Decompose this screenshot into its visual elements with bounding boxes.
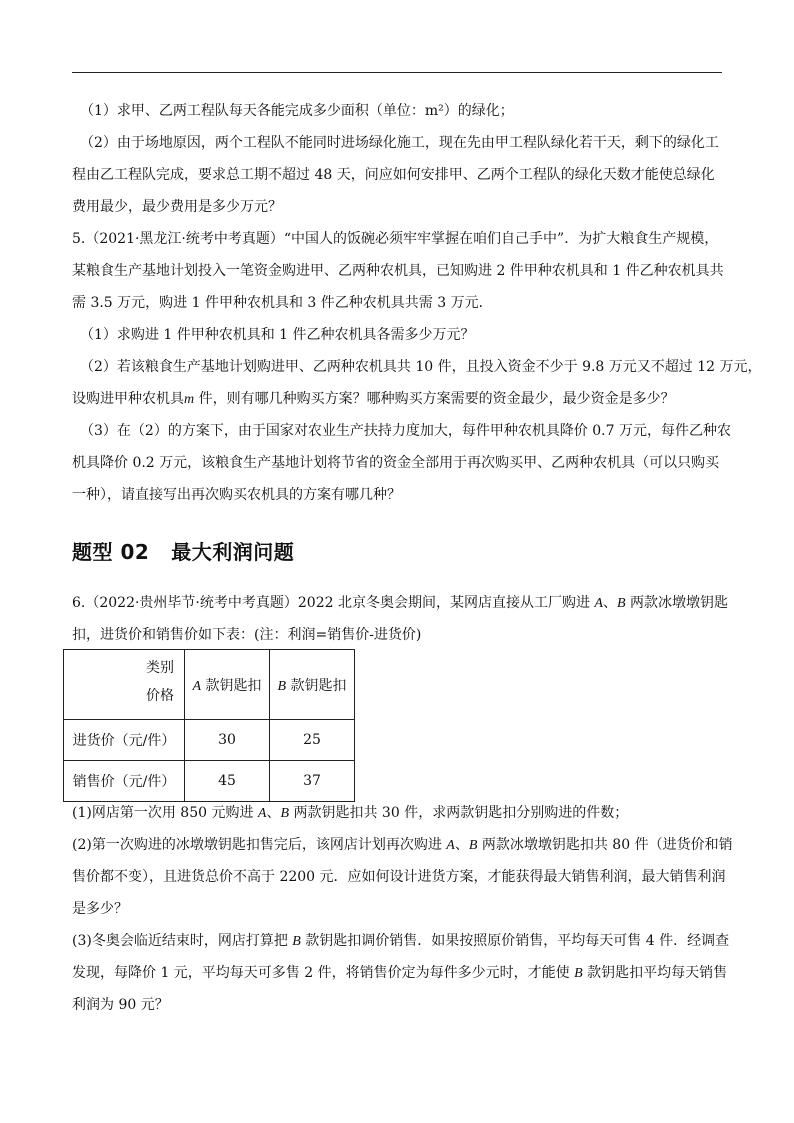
q6-part2-line1 (72, 836, 733, 855)
cell-b: 37 (270, 761, 355, 802)
q4-part2-line3: 费用最少，最少费用是多少万元？ (72, 199, 282, 215)
letter-b: B (468, 838, 478, 853)
q6-text: 两款钥匙扣共 30 件，求两款钥匙扣分别购进的件数； (289, 805, 629, 821)
corner-category: 类别 (146, 660, 174, 676)
q6-intro-line2: 扣，进货价和销售价如下表：(注：利润=销售价-进货价) (72, 627, 422, 643)
q6-text: 6.（2022·贵州毕节·统考中考真题）2022 北京冬奥会期间，某网店直接从工厂购进 (72, 595, 595, 611)
col-b-text: 款钥匙扣 (286, 677, 347, 694)
col-header-a (185, 650, 270, 720)
table-row (64, 761, 355, 802)
price-table (63, 649, 355, 802)
letter-b: B (280, 806, 290, 821)
q6-part3-line3: 利润为 90 元？ (72, 997, 169, 1013)
header-rule (72, 72, 722, 73)
table-corner-cell (64, 650, 185, 720)
q5-part1: （1）求购进 1 件甲种农机具和 1 件乙种农机具各需多少万元？ (80, 327, 475, 343)
col-b-letter: B (277, 678, 287, 694)
q5-intro-line2: 某粮食生产基地计划投入一笔资金购进甲、乙两种农机具，已知购进 2 件甲种农机具和 1 件乙种农机具共 (72, 263, 724, 279)
q5-part3-line3: 一种），请直接写出再次购买农机具的方案有哪几种？ (72, 487, 401, 503)
cell-a: 30 (185, 720, 270, 761)
q4-part2-line1: （2）由于场地原因，两个工程队不能同时进场绿化施工，现在先由甲工程队绿化若干天，剩下的绿化工 (80, 135, 719, 151)
q6-text: 款钥匙扣调价销售．如果按照原价销售，平均每天可售 4 件．经调查 (300, 933, 730, 949)
q6-sep: 、 (266, 805, 281, 821)
q6-text: 两款冰墩墩钥匙 (625, 595, 728, 611)
q6-sep: 、 (454, 837, 469, 853)
q5-text: 设购进甲种农机具 (72, 391, 184, 407)
table-header-row (64, 650, 355, 720)
corner-price: 价格 (146, 688, 174, 704)
q6-sep: 、 (602, 595, 617, 611)
q6-intro-line1 (72, 594, 728, 613)
col-a-text: 款钥匙扣 (201, 677, 262, 694)
q6-part2-line3: 是多少？ (72, 901, 128, 917)
letter-a: A (594, 596, 603, 611)
q5-text: 件，则有哪几种购买方案？哪种购买方案需要的资金最少，最少资金是多少？ (194, 391, 675, 407)
heading-label: 题型 02 (72, 540, 150, 564)
q6-part1 (72, 804, 628, 823)
q5-part2-line1: （2）若该粮食生产基地计划购进甲、乙两种农机具共 10 件，且投入资金不少于 9.8 万元又不超过 12 万元， (80, 359, 762, 375)
table-row (64, 720, 355, 761)
q5-intro-line3: 需 3.5 万元，购进 1 件甲种农机具和 3 件乙种农机具共需 3 万元． (72, 295, 493, 311)
row-label: 进货价（元/件） (64, 720, 185, 761)
letter-b: B (574, 966, 583, 981)
q5-part3-line2: 机具降价 0.2 万元，该粮食生产基地计划将节省的资金全部用于再次购买甲、乙两种农机具（可以只购买 (72, 455, 720, 471)
q6-text: (1)网店第一次用 850 元购进 (72, 805, 258, 821)
q4-part1: （1）求甲、乙两工程队每天各能完成多少面积（单位：m²）的绿化； (80, 103, 514, 119)
cell-a: 45 (185, 761, 270, 802)
q6-text: 两款冰墩墩钥匙扣共 80 件（进货价和销 (477, 837, 733, 853)
col-header-b (270, 650, 355, 720)
col-a-letter: A (192, 678, 202, 694)
q6-text: 发现，每降价 1 元，平均每天可多售 2 件，将销售价定为每件多少元时，才能使 (72, 965, 575, 981)
q5-part2-line2 (72, 390, 675, 409)
q6-part2-line2: 售价都不变），且进货总价不高于 2200 元．应如何设计进货方案，才能获得最大销售利润，最大销售利润 (72, 869, 726, 885)
q5-part3-line1: （3）在（2）的方案下，由于国家对农业生产扶持力度加大，每件甲种农机具降价 0.7 万元，每件乙种农 (80, 423, 731, 439)
q5-intro-line1: 5.（2021·黑龙江·统考中考真题）“中国人的饭碗必须牢牢掌握在咱们自己手中”．为扩大粮食生产规模， (72, 231, 719, 247)
q4-part2-line2: 程由乙工程队完成，要求总工期不超过 48 天，问应如何安排甲、乙两个工程队的绿化天数才能使总绿化 (72, 167, 715, 183)
q6-text: 款钥匙扣平均每天销售 (582, 965, 728, 981)
heading-title: 最大利润问题 (171, 540, 295, 564)
q6-text: (2)第一次购进的冰墩墩钥匙扣售完后，该网店计划再次购进 (72, 837, 447, 853)
variable-m: m (184, 392, 195, 407)
letter-a: A (257, 806, 267, 821)
row-label: 销售价（元/件） (64, 761, 185, 802)
q6-part3-line1 (72, 932, 729, 951)
letter-b: B (292, 934, 301, 949)
section-heading (72, 536, 294, 565)
letter-b: B (616, 596, 626, 611)
cell-b: 25 (270, 720, 355, 761)
q6-part3-line2 (72, 964, 727, 983)
letter-a: A (446, 838, 455, 853)
q6-text: (3)冬奥会临近结束时，网店打算把 (72, 933, 293, 949)
